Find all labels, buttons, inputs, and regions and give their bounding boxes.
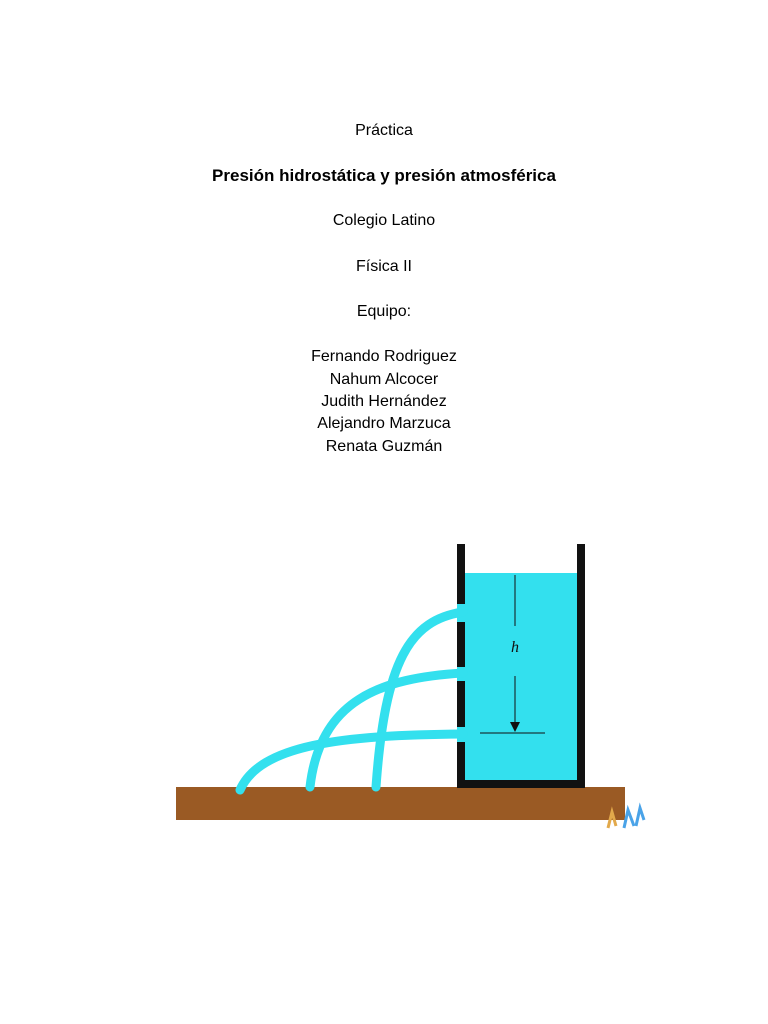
water-column — [464, 573, 580, 782]
team-member: Judith Hernández — [321, 393, 447, 410]
team-member: Alejandro Marzuca — [317, 415, 451, 432]
team-label: Equipo: — [356, 303, 412, 320]
school-name: Colegio Latino — [332, 212, 436, 229]
course-name: Física II — [355, 258, 412, 275]
water-jet-bottom — [240, 734, 463, 790]
container-right-wall — [577, 544, 585, 788]
team-member: Nahum Alcocer — [329, 371, 439, 388]
team-member: Renata Guzmán — [325, 438, 443, 455]
team-member: Fernando Rodriguez — [311, 348, 457, 365]
document-title: Presión hidrostática y presión atmosférica — [212, 166, 556, 185]
height-label: h — [511, 639, 519, 656]
document-label: Práctica — [355, 122, 413, 139]
water-jet-top — [376, 612, 463, 787]
container-left-wall — [457, 544, 465, 788]
container-bottom — [457, 780, 585, 788]
